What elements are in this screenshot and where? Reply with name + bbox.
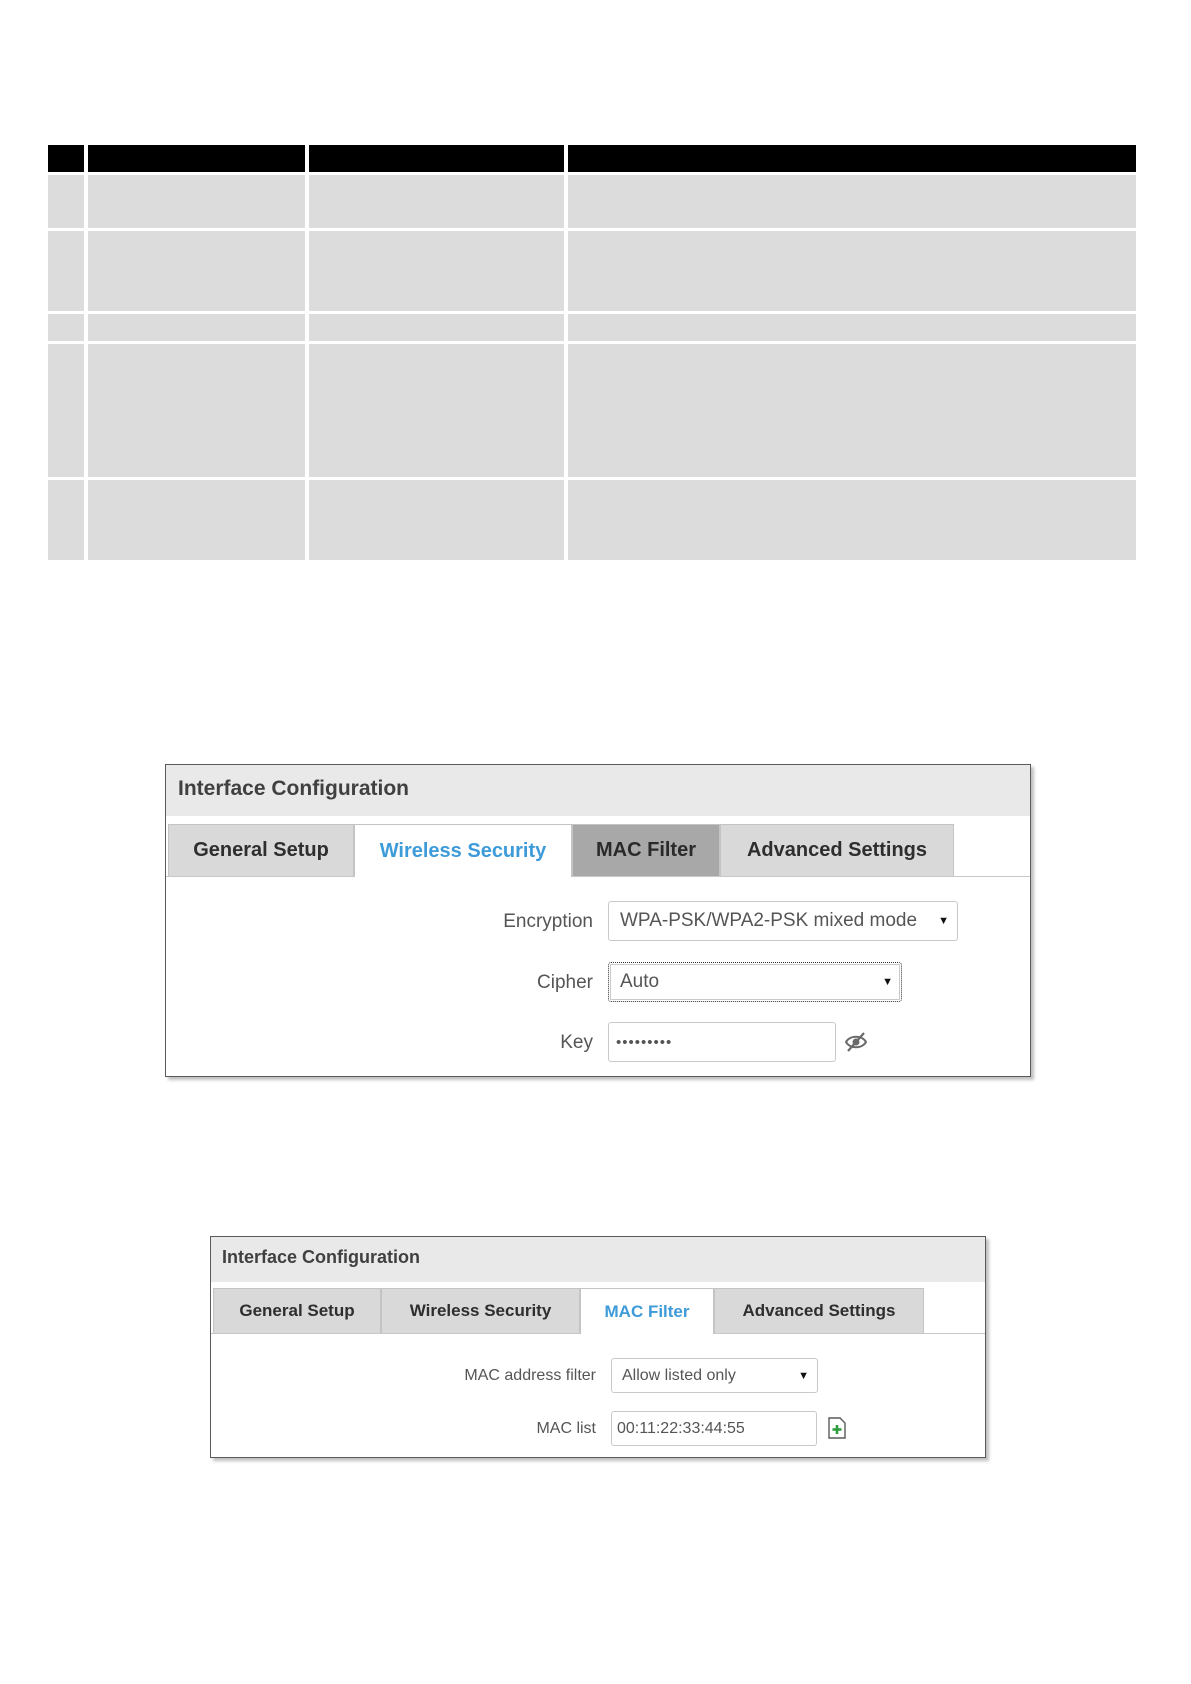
table-cell [88,480,305,560]
mac-list-input[interactable]: 00:11:22:33:44:55 [611,1411,817,1446]
tab-wireless-security[interactable]: Wireless Security [354,824,572,877]
tab-bar [166,824,1030,877]
table-cell [48,314,84,341]
cipher-value: Auto [620,971,660,992]
eye-slash-icon[interactable] [844,1030,868,1054]
table-header-row [48,145,1136,172]
table-row [48,231,1136,311]
tab-mac-filter[interactable]: MAC Filter [580,1288,714,1334]
cipher-row [166,962,1030,1004]
table-row [48,314,1136,341]
table-header-cell [309,145,564,172]
table-row [48,480,1136,560]
panel-title: Interface Configuration [166,765,1030,816]
tab-advanced-settings[interactable]: Advanced Settings [720,824,954,876]
tab-bar [211,1288,985,1334]
tab-advanced-settings[interactable]: Advanced Settings [714,1288,924,1333]
mac-list-row [211,1411,985,1447]
encryption-value: WPA-PSK/WPA2-PSK mixed mode [620,910,918,931]
tab-general-setup[interactable]: General Setup [168,824,354,876]
table-cell [568,231,1136,311]
interface-config-panel-security [165,764,1031,1077]
table-header-cell [48,145,84,172]
table-cell [309,231,564,311]
cipher-select[interactable] [608,962,902,1002]
tab-wireless-security[interactable]: Wireless Security [381,1288,580,1333]
table-cell [568,175,1136,228]
key-label: Key [560,1032,593,1053]
encryption-row [166,901,1030,943]
table-cell [568,344,1136,477]
table-cell [309,480,564,560]
tab-general-setup[interactable]: General Setup [213,1288,381,1333]
table-cell [88,344,305,477]
mac-filter-row [211,1358,985,1394]
key-row [166,1022,1030,1064]
encryption-select[interactable] [608,901,958,941]
table-cell [309,314,564,341]
key-input[interactable]: ••••••••• [608,1022,836,1062]
mac-list-label: MAC list [536,1420,596,1437]
chevron-down-icon: ▼ [938,915,949,927]
cipher-label: Cipher [537,972,593,993]
tab-mac-filter[interactable]: MAC Filter [572,824,720,876]
table-cell [568,480,1136,560]
table-cell [48,231,84,311]
chevron-down-icon: ▼ [882,976,893,988]
table-header-cell [88,145,305,172]
mac-filter-select[interactable] [611,1358,818,1393]
table-cell [48,480,84,560]
table-row [48,344,1136,477]
table-cell [88,175,305,228]
add-icon[interactable] [826,1417,848,1439]
table-cell [88,231,305,311]
table-cell [309,344,564,477]
mac-filter-value: Allow listed only [622,1366,736,1384]
table-cell [309,175,564,228]
chevron-down-icon: ▼ [798,1369,809,1382]
table-cell [88,314,305,341]
table-cell [48,344,84,477]
interface-config-panel-mac-filter [210,1236,986,1458]
table-header-cell [568,145,1136,172]
table-cell [568,314,1136,341]
panel-title: Interface Configuration [211,1237,985,1282]
mac-filter-label: MAC address filter [464,1367,596,1384]
table-row [48,175,1136,228]
encryption-label: Encryption [503,911,593,932]
table-cell [48,175,84,228]
